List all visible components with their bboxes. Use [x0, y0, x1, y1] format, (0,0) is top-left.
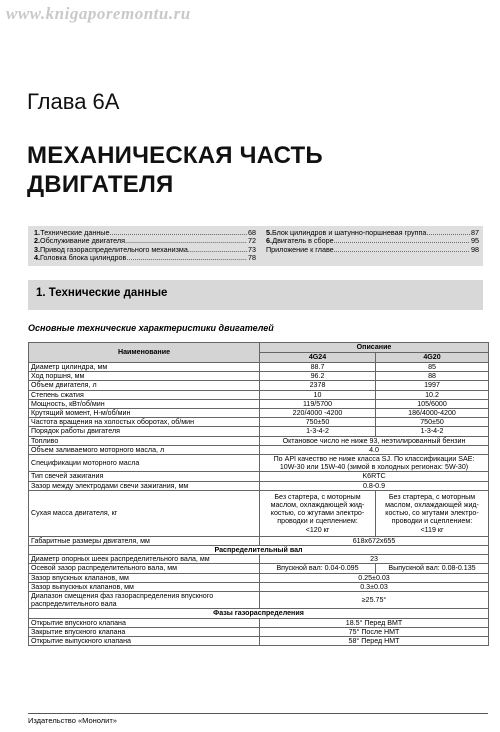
toc-item-page: 72 — [248, 237, 256, 246]
group-header-row — [29, 609, 489, 618]
row-label: Открытие впускного клапана — [29, 618, 260, 627]
mass-line: костью, со жгутами электро- — [270, 509, 365, 518]
toc-item-number: 5. — [266, 229, 272, 237]
shared-value: Октановое число не ниже 93, неэтилированный бензин — [260, 436, 489, 445]
toc-item-number: 4. — [34, 254, 40, 263]
table-row — [29, 618, 489, 627]
row-label: Частота вращения на холостых оборотах, об/мин — [29, 418, 260, 427]
shared-value: K6RTC — [260, 472, 489, 481]
mass-line: костью, со жгутами электро- — [385, 509, 479, 518]
table-row — [29, 399, 489, 408]
row-label: Мощность, кВт/об/мин — [29, 399, 260, 408]
row-label: Топливо — [29, 436, 260, 445]
table-row — [29, 418, 489, 427]
table-row — [29, 490, 489, 536]
toc-leader — [334, 237, 470, 245]
table-row — [29, 409, 489, 418]
table-row — [29, 481, 489, 490]
value-4g24: 96.2 — [260, 372, 376, 381]
chapter-title-line-2: ДВИГАТЕЛЯ — [27, 171, 174, 198]
toc-item-page: 78 — [248, 254, 256, 263]
toc-item-text: Блок цилиндров и шатунно-поршневая группа — [272, 229, 427, 237]
row-label: Степень сжатия — [29, 390, 260, 399]
table-caption: Основные технические характеристики двигателей — [28, 323, 274, 333]
shared-value: ≥25.75° — [260, 592, 489, 609]
toc-item-text: Двигатель в сборе — [272, 237, 334, 246]
row-label-line: распределительного вала — [31, 600, 117, 609]
toc-item[interactable] — [266, 246, 479, 254]
value-4g20 — [376, 490, 489, 536]
table-row — [29, 564, 489, 573]
column-header-name: Наименование — [29, 343, 260, 363]
toc-item[interactable] — [266, 229, 479, 237]
engine-specs-table — [28, 342, 489, 646]
table-row — [29, 536, 489, 545]
row-label: Объем заливаемого моторного масла, л — [29, 445, 260, 454]
footer-divider — [28, 713, 488, 714]
value-4g24: 88.7 — [260, 363, 376, 372]
chapter-label: Глава 6А — [27, 89, 120, 114]
value-4g24: 750±50 — [260, 418, 376, 427]
table-row — [29, 436, 489, 445]
section-header — [28, 280, 483, 310]
row-label: Сухая масса двигателя, кг — [29, 490, 260, 536]
chapter-title-line-1: МЕХАНИЧЕСКАЯ ЧАСТЬ — [27, 142, 323, 169]
toc-leader — [126, 254, 247, 262]
toc-item[interactable] — [34, 246, 256, 254]
row-label: Осевой зазор распределительного вала, мм — [29, 564, 260, 573]
group-header-camshaft: Распределительный вал — [29, 546, 489, 555]
oil-spec-line: 10W-30 или 15W-40 (зимой в холодных регионах: 5W-30) — [279, 463, 469, 472]
table-row — [29, 455, 489, 472]
table-row — [29, 381, 489, 390]
mass-line: проводки и сцеплением: — [391, 517, 473, 526]
publisher-footer: Издательство «Монолит» — [28, 716, 117, 725]
toc-item-text: Приложение к главе — [266, 245, 334, 254]
toc-item-number: 2. — [34, 237, 40, 246]
table-row — [29, 592, 489, 609]
mass-line: Без стартера, с моторным — [388, 492, 476, 501]
mass-line: маслом, охлаждающей жид- — [385, 501, 479, 510]
mass-line: <119 кг — [420, 525, 444, 534]
toc-left-column — [34, 229, 256, 263]
value-4g20: 85 — [376, 363, 489, 372]
chapter-title — [27, 141, 323, 199]
toc-right-column — [266, 229, 479, 254]
value-4g24: 10 — [260, 390, 376, 399]
row-label — [29, 592, 260, 609]
shared-value: 0.8-0.9 — [260, 481, 489, 490]
toc-leader — [125, 237, 247, 245]
row-label: Закрытие впускного клапана — [29, 627, 260, 636]
table-header-row — [29, 343, 489, 353]
row-label: Открытие выпускного клапана — [29, 637, 260, 646]
table-row — [29, 390, 489, 399]
column-header-4g20: 4G20 — [376, 353, 489, 363]
table-row — [29, 582, 489, 591]
section-title: 1. Технические данные — [36, 287, 168, 299]
value-4g24: 1-3-4-2 — [260, 427, 376, 436]
toc-leader — [109, 229, 247, 237]
row-label: Тип свечей зажигания — [29, 472, 260, 481]
toc-item-number: 3. — [34, 245, 40, 254]
shared-value: 58° Перед НМТ — [260, 637, 489, 646]
toc-leader — [188, 246, 247, 254]
row-label: Зазор выпускных клапанов, мм — [29, 582, 260, 591]
table-row — [29, 573, 489, 582]
table-row — [29, 427, 489, 436]
table-row — [29, 445, 489, 454]
table-row — [29, 555, 489, 564]
toc-item[interactable] — [266, 237, 479, 245]
value-4g20: 750±50 — [376, 418, 489, 427]
row-label: Ход поршня, мм — [29, 372, 260, 381]
toc-item-page: 95 — [471, 237, 479, 246]
site-watermark: www.knigaporemontu.ru — [6, 4, 191, 23]
value-4g24: 2378 — [260, 381, 376, 390]
group-header-valve-timing: Фазы газораспределения — [29, 609, 489, 618]
toc-leader — [426, 229, 470, 237]
table-row — [29, 372, 489, 381]
shared-value: 0.3±0.03 — [260, 582, 489, 591]
mass-line: Без стартера, с моторным — [274, 492, 361, 501]
value-4g24 — [260, 490, 376, 536]
value-4g24: 220/4000 -4200 — [260, 409, 376, 418]
value-intake-shaft: Впускной вал: 0.04-0.095 — [260, 564, 376, 573]
row-label-line: Диапазон смещения фаз газораспределения впускного — [31, 592, 214, 601]
column-header-4g24: 4G24 — [260, 353, 376, 363]
shared-value: 618х672х655 — [260, 536, 489, 545]
column-header-description: Описание — [260, 343, 489, 353]
value-4g20: 1997 — [376, 381, 489, 390]
row-label: Габаритные размеры двигателя, мм — [29, 536, 260, 545]
toc-leader — [334, 246, 470, 254]
row-label: Крутящий момент, Н-м/об/мин — [29, 409, 260, 418]
table-of-contents — [28, 226, 483, 266]
shared-value: 75° После НМТ — [260, 627, 489, 636]
toc-item-text: Обслуживание двигателя — [40, 237, 126, 246]
toc-item-text: Головка блока цилиндров — [40, 254, 127, 263]
toc-item[interactable] — [34, 229, 256, 237]
toc-item[interactable] — [34, 237, 256, 245]
toc-item-text: Привод газораспределительного механизма — [40, 245, 188, 254]
row-label: Зазор впускных клапанов, мм — [29, 573, 260, 582]
value-exhaust-shaft: Выпускной вал: 0.08-0.135 — [376, 564, 489, 573]
table-row — [29, 472, 489, 481]
row-label: Порядок работы двигателя — [29, 427, 260, 436]
value-4g20: 105/6000 — [376, 399, 489, 408]
row-label: Спецификации моторного масла — [29, 455, 260, 472]
table-row — [29, 363, 489, 372]
value-4g20: 1-3-4-2 — [376, 427, 489, 436]
toc-item-number: 6. — [266, 237, 272, 246]
toc-item-page: 87 — [471, 229, 479, 237]
toc-item-text: Технические данные — [40, 229, 110, 237]
mass-line: <120 кг — [305, 525, 330, 534]
row-label: Диаметр цилиндра, мм — [29, 363, 260, 372]
mass-line: проводки и сцеплением: — [277, 517, 358, 526]
toc-item-page: 98 — [471, 245, 479, 254]
mass-line: маслом, охлаждающей жид- — [270, 501, 365, 510]
shared-value: 18.5° Перед ВМТ — [260, 618, 489, 627]
row-label: Диаметр опорных шеек распределительного вала, мм — [29, 555, 260, 564]
value-4g24: 119/5700 — [260, 399, 376, 408]
value-4g20: 10.2 — [376, 390, 489, 399]
shared-value: 0.25±0.03 — [260, 573, 489, 582]
oil-spec-line: По API качество не ниже класса SJ. По классификации SAE: — [273, 455, 475, 464]
table-row — [29, 627, 489, 636]
toc-item-page: 68 — [248, 229, 256, 237]
shared-value: 4.0 — [260, 445, 489, 454]
value-4g20: 186/4000-4200 — [376, 409, 489, 418]
value-4g20: 88 — [376, 372, 489, 381]
toc-item-page: 73 — [248, 245, 256, 254]
table-row — [29, 637, 489, 646]
shared-value — [260, 455, 489, 472]
row-label: Зазор между электродами свечи зажигания, мм — [29, 481, 260, 490]
row-label: Объем двигателя, л — [29, 381, 260, 390]
toc-item[interactable] — [34, 254, 256, 262]
toc-item-number: 1. — [34, 229, 40, 237]
shared-value: 23 — [260, 555, 489, 564]
group-header-row — [29, 546, 489, 555]
